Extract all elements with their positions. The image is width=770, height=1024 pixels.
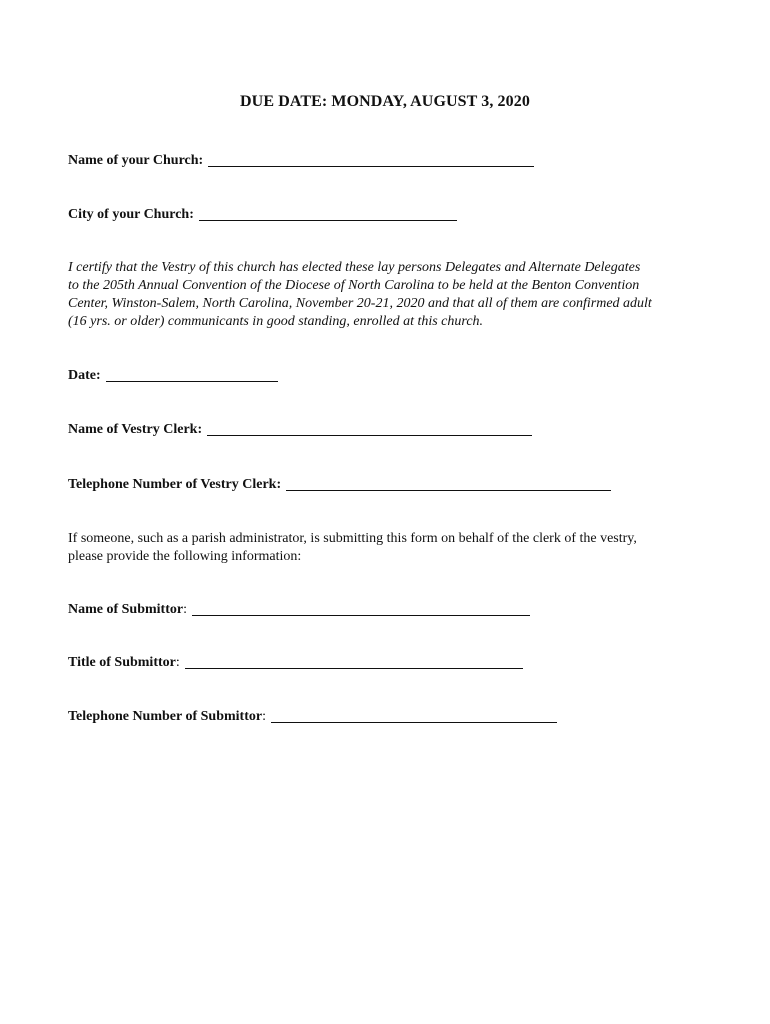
- certification-line: Center, Winston-Salem, North Carolina, November 20-21, 2020 and that all of them are confirmed adult: [68, 296, 652, 311]
- submittor-note-line: If someone, such as a parish administrator, is submitting this form on behalf of the clerk of the vestry,: [68, 531, 637, 546]
- submittor-name-field[interactable]: [192, 601, 530, 616]
- submittor-note-line: please provide the following information:: [68, 549, 302, 564]
- church-name-label: Name of your Church:: [68, 153, 204, 168]
- submittor-phone-row: [68, 708, 557, 726]
- church-city-label: City of your Church:: [68, 207, 194, 222]
- submittor-name-label: Name of Submittor: [68, 602, 184, 617]
- submittor-phone-field[interactable]: [271, 708, 557, 723]
- certification-line: (16 yrs. or older) communicants in good standing, enrolled at this church.: [68, 314, 484, 329]
- clerk-phone-label: Telephone Number of Vestry Clerk:: [68, 477, 282, 492]
- clerk-phone-field[interactable]: [286, 476, 611, 491]
- church-name-field[interactable]: [208, 152, 534, 167]
- church-city-field[interactable]: [199, 206, 457, 221]
- submittor-title-row: [68, 654, 523, 672]
- due-date-heading: DUE DATE: MONDAY, AUGUST 3, 2020: [240, 93, 530, 110]
- church-city-row: [68, 206, 457, 224]
- certification-line: to the 205th Annual Convention of the Diocese of North Carolina to be held at the Benton Convention: [68, 278, 640, 293]
- vestry-clerk-label: Name of Vestry Clerk:: [68, 422, 203, 437]
- submittor-name-colon: :: [183, 602, 187, 617]
- certification-line: I certify that the Vestry of this church has elected these lay persons Delegates and Alternate Delegates: [68, 260, 641, 275]
- submittor-phone-label: Telephone Number of Submittor: [68, 709, 263, 724]
- church-name-row: [68, 152, 534, 170]
- submittor-note: [68, 530, 708, 566]
- certification-statement: [68, 259, 708, 331]
- submittor-title-field[interactable]: [185, 654, 523, 669]
- vestry-clerk-field[interactable]: [207, 421, 532, 436]
- submittor-phone-colon: :: [262, 709, 266, 724]
- date-row: [68, 367, 278, 385]
- submittor-title-colon: :: [175, 655, 180, 670]
- vestry-clerk-row: [68, 421, 532, 439]
- date-label: Date:: [68, 368, 101, 383]
- submittor-title-label: Title of Submittor: [68, 655, 176, 670]
- date-field[interactable]: [106, 367, 278, 382]
- clerk-phone-row: [68, 476, 611, 494]
- submittor-name-row: [68, 601, 530, 619]
